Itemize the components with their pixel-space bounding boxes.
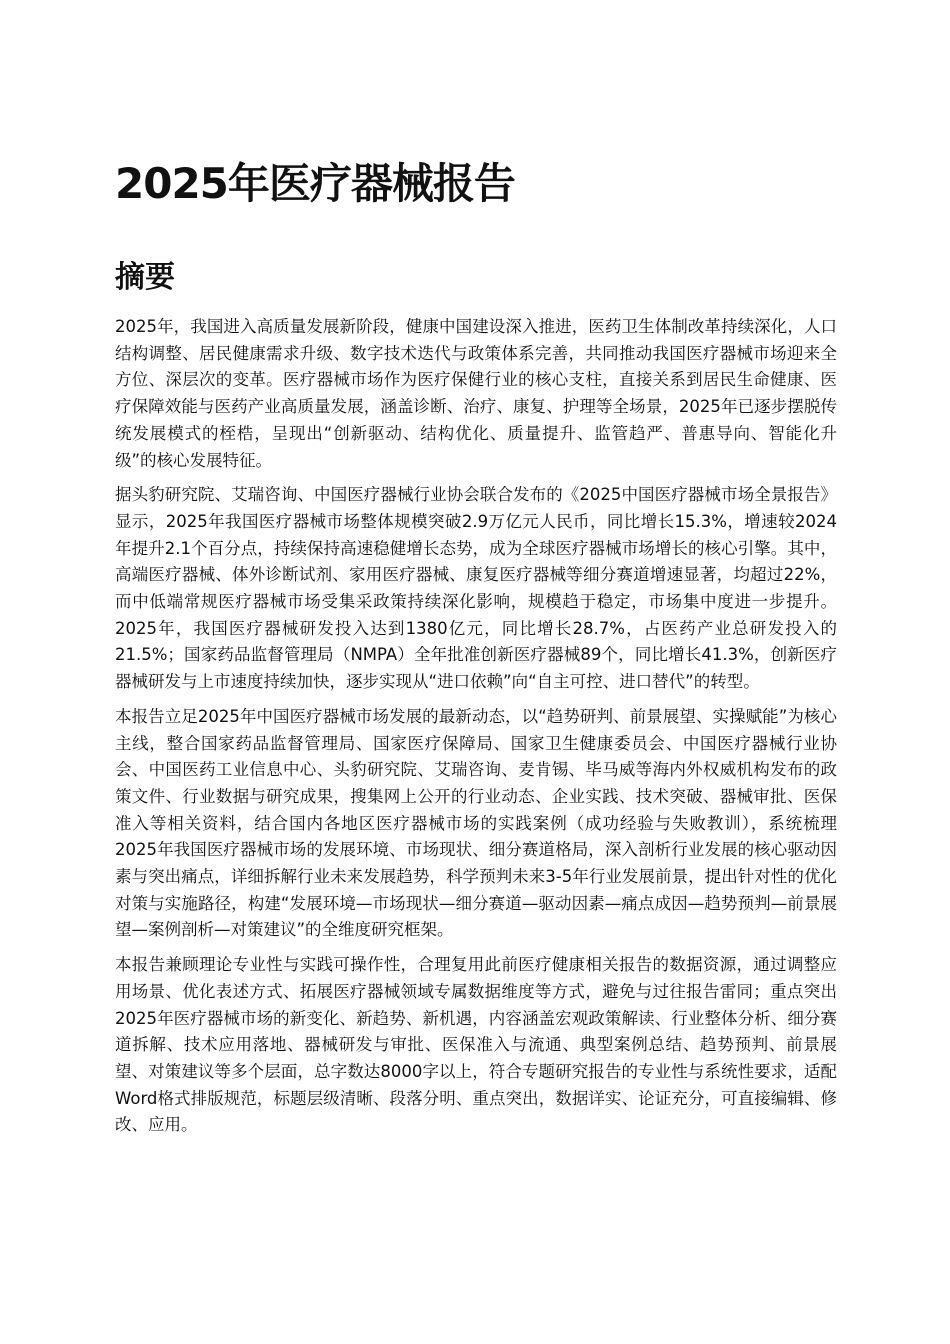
abstract-body [115,314,837,1147]
paragraph-4: 本报告兼顾理论专业性与实践可操作性，合理复用此前医疗健康相关报告的数据资源，通过调整应用场景、优化表述方式、拓展医疗器械领域专属数据维度等方式，避免与过往报告雷同；重点突出2025年医疗器械市场的新变化、新趋势、新机遇，内容涵盖宏观政策解读、行业整体分析、细分赛道拆解、技术应用落地、器械研发与审批、医保准入与流通、典型案例总结、趋势预判、前景展望、对策建议等多个层面，总字数达8000字以上，符合专题研究报告的专业性与系统性要求，适配Word格式排版规范，标题层级清晰、段落分明、重点突出，数据详实、论证充分，可直接编辑、修改、应用。 [115,955,837,1135]
paragraph-1: 2025年，我国进入高质量发展新阶段，健康中国建设深入推进，医药卫生体制改革持续深化，人口结构调整、居民健康需求升级、数字技术迭代与政策体系完善，共同推动我国医疗器械市场迎来全方位、深层次的变革。医疗器械市场作为医疗保健行业的核心支柱，直接关系到居民生命健康、医疗保障效能与医药产业高质量发展，涵盖诊断、治疗、康复、护理等全场景，2025年已逐步摆脱传统发展模式的桎梏，呈现出“创新驱动、结构优化、质量提升、监管趋严、普惠导向、智能化升级”的核心发展特征。 [115,317,837,470]
paragraph-2: 据头豹研究院、艾瑞咨询、中国医疗器械行业协会联合发布的《2025中国医疗器械市场全景报告》显示，2025年我国医疗器械市场整体规模突破2.9万亿元人民币，同比增长15.3%，增速较2024年提升2.1个百分点，持续保持高速稳健增长态势，成为全球医疗器械市场增长的核心引擎。其中，高端医疗器械、体外诊断试剂、家用医疗器械、康复医疗器械等细分赛道增速显著，均超过22%，而中低端常规医疗器械市场受集采政策持续深化影响，规模趋于稳定，市场集中度进一步提升。2025年，我国医疗器械研发投入达到1380亿元，同比增长28.7%，占医药产业总研发投入的21.5%；国家药品监督管理局（NMPA）全年批准创新医疗器械89个，同比增长41.3%，创新医疗器械研发与上市速度持续加快，逐步实现从“进口依赖”向“自主可控、进口替代”的转型。 [115,485,837,692]
section-heading-abstract: 摘要 [115,260,175,295]
paragraph-3: 本报告立足2025年中国医疗器械市场发展的最新动态，以“趋势研判、前景展望、实操赋能”为核心主线，整合国家药品监督管理局、国家医疗保障局、国家卫生健康委员会、中国医疗器械行业协会、中国医药工业信息中心、头豹研究院、艾瑞咨询、麦肯锡、毕马威等海内外权威机构发布的政策文件、行业数据与研究成果，搜集网上公开的行业动态、企业实践、技术突破、器械审批、医保准入等相关资料，结合国内各地区医疗器械市场的实践案例（成功经验与失败教训），系统梳理2025年我国医疗器械市场的发展环境、市场现状、细分赛道格局，深入剖析行业发展的核心驱动因素与突出痛点，详细拆解行业未来发展趋势，科学预判未来3-5年行业发展前景，提出针对性的优化对策与实施路径，构建“发展环境—市场现状—细分赛道—驱动因素—痛点成因—趋势预判—前景展望—案例剖析—对策建议”的全维度研究框架。 [115,706,837,940]
document-title: 2025年医疗器械报告 [115,159,515,208]
